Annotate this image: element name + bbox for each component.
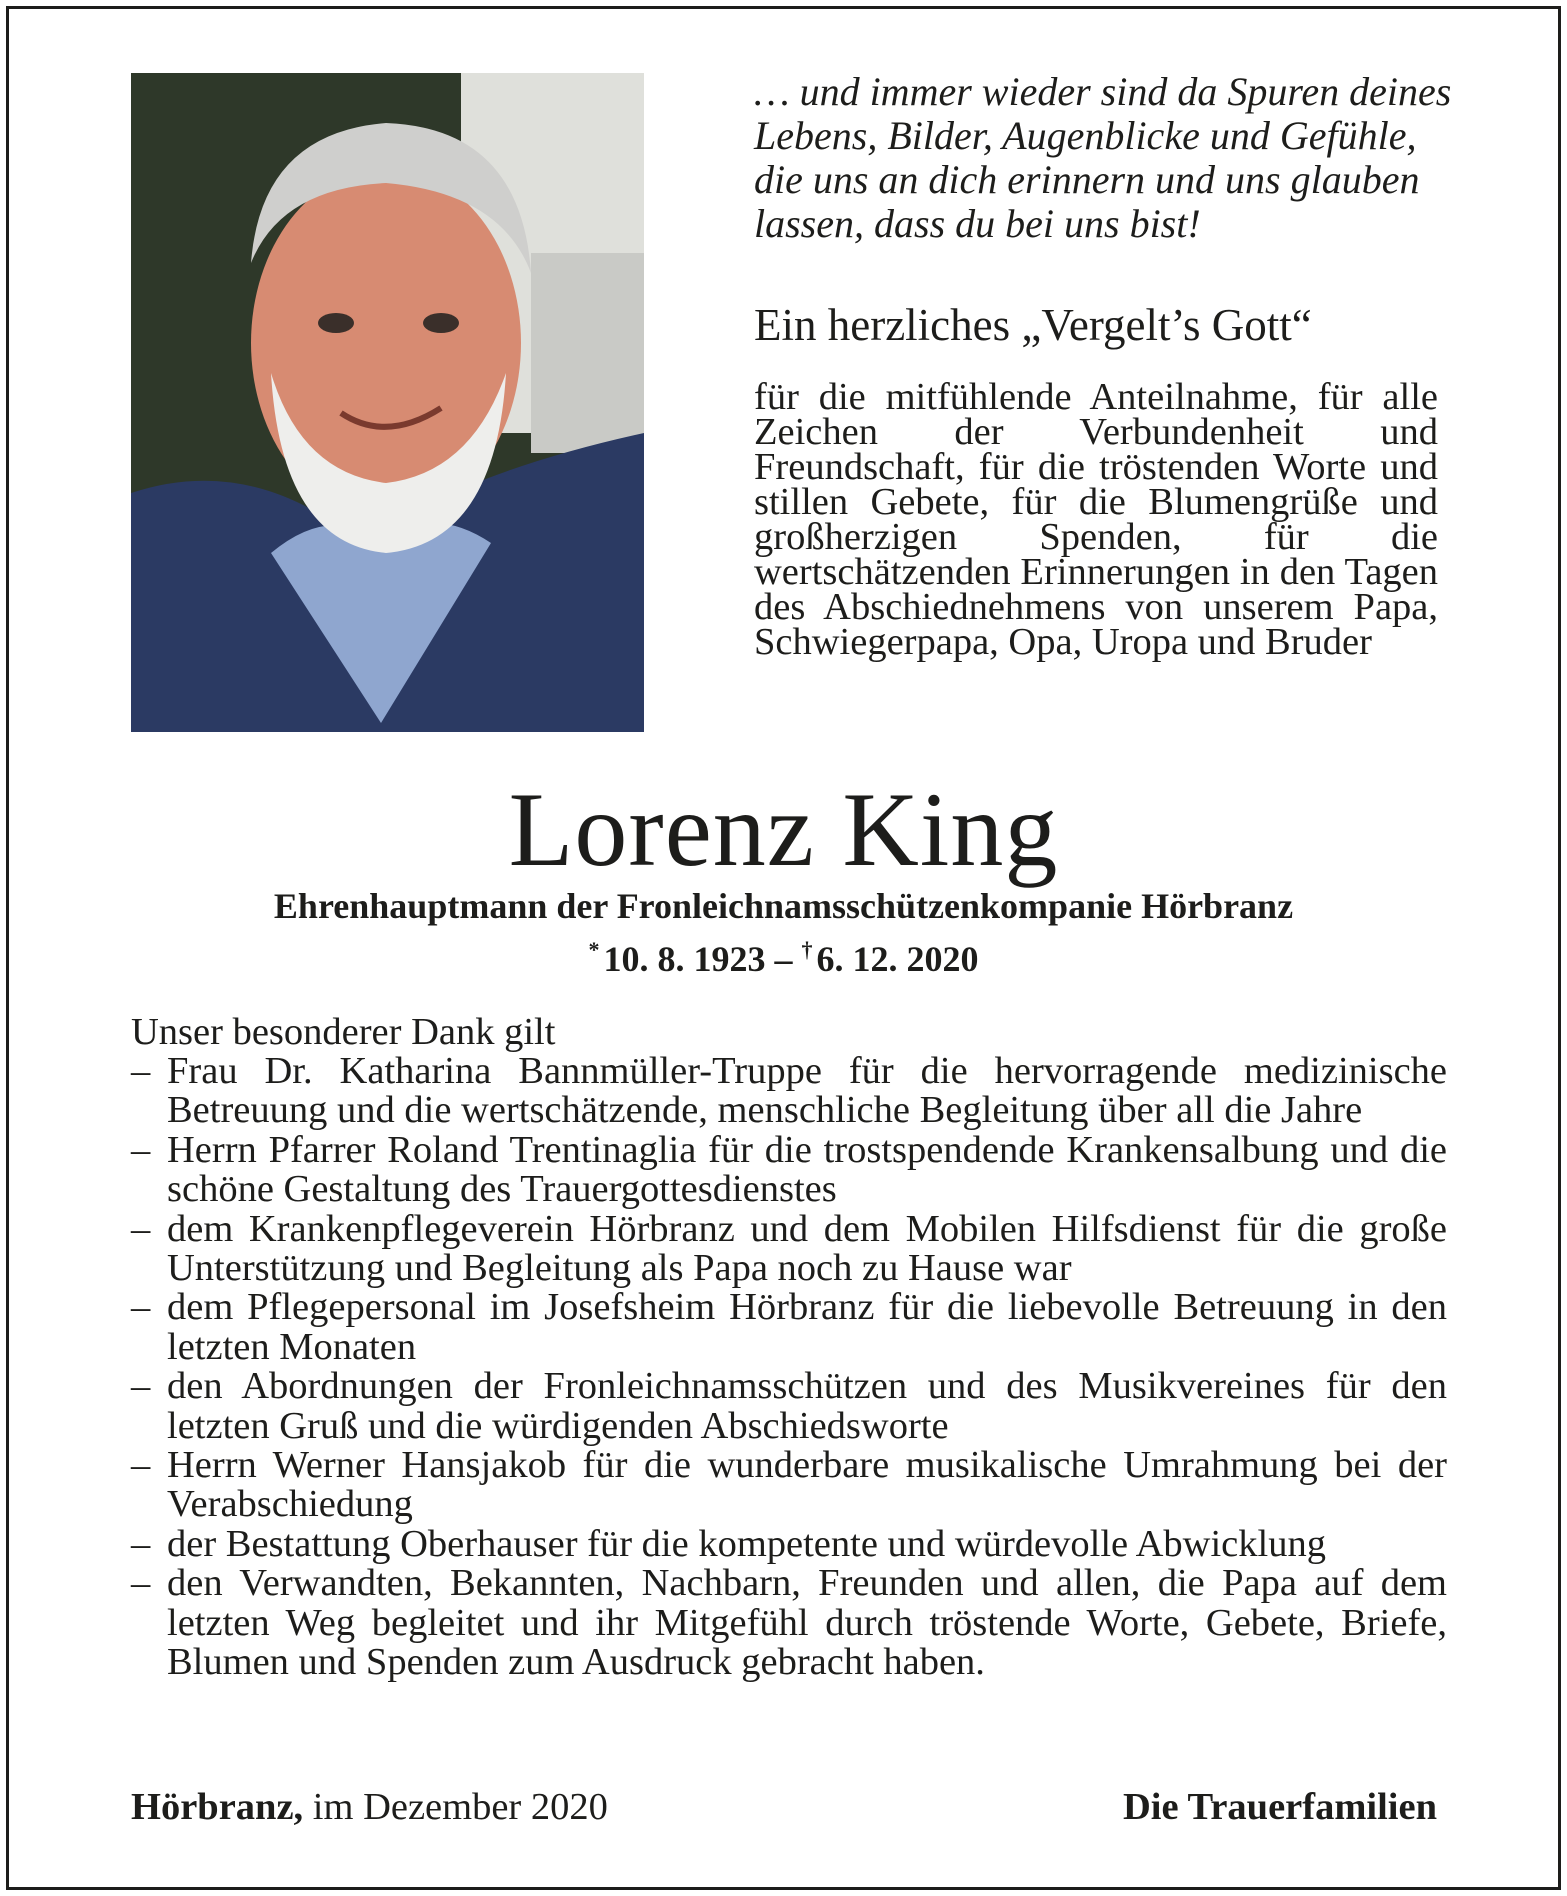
birth-symbol: * xyxy=(588,937,600,962)
place: Hörbranz, xyxy=(131,1786,304,1828)
list-item xyxy=(131,1207,1447,1290)
death-date: 6. 12. 2020 xyxy=(816,939,979,979)
quote-line: … und immer wieder sind da Spuren deines xyxy=(754,69,1452,114)
list-item xyxy=(131,1522,1447,1565)
list-item xyxy=(131,1564,1447,1682)
quote-line: die uns an dich erinnern und uns glauben xyxy=(754,157,1420,202)
honor-title: Ehrenhauptmann der Fronleichnamsschützenkompanie Hörbranz xyxy=(273,886,1294,926)
acknowledgement-list xyxy=(131,1052,1447,1683)
dash-bullet: – xyxy=(131,1050,151,1092)
list-item-text: Frau Dr. Katharina Bannmüller-Truppe für die hervorragende medizinische Betreuung und die wertschätzende, menschliche Begleitung über all die Jahre xyxy=(167,1050,1447,1132)
list-item xyxy=(131,1128,1447,1211)
list-item xyxy=(131,1288,1447,1367)
signature: Die Trauerfamilien xyxy=(1123,1786,1437,1828)
place-and-date xyxy=(131,1785,608,1829)
dash-bullet: – xyxy=(131,1286,151,1329)
date-separator: – xyxy=(774,939,793,979)
dash-bullet: – xyxy=(131,1207,151,1250)
list-item xyxy=(131,1052,1447,1131)
list-item-text: Herrn Werner Hansjakob für die wunderbare musikalische Umrahmung bei der Verabschiedung xyxy=(167,1444,1447,1526)
dash-bullet: – xyxy=(131,1444,151,1487)
dash-bullet: – xyxy=(131,1128,151,1171)
list-item xyxy=(131,1367,1447,1446)
list-item-text: den Verwandten, Bekannten, Nachbarn, Freunden und allen, die Papa auf dem letzten Weg begleitet und ihr Mitgefühl durch tröstende Worte, Gebete, Briefe, Blumen und Spenden zum Ausdruck gebracht haben. xyxy=(167,1562,1447,1684)
date: im Dezember 2020 xyxy=(312,1786,608,1828)
list-item-text: dem Pflegepersonal im Josefsheim Hörbranz für die liebevolle Betreuung in den letzten Monaten xyxy=(167,1286,1447,1368)
deceased-name: Lorenz King xyxy=(508,771,1059,888)
dash-bullet: – xyxy=(131,1562,151,1605)
memorial-quote xyxy=(754,70,1454,246)
dash-bullet: – xyxy=(131,1522,151,1565)
list-item-text: den Abordnungen der Fronleichnamsschützen und des Musikvereines für den letzten Gruß und die würdigenden Abschiedsworte xyxy=(167,1365,1447,1447)
list-item-text: dem Krankenpflegeverein Hörbranz und dem Mobilen Hilfsdienst für die große Unterstützung und Begleitung als Papa noch zu Hause war xyxy=(167,1207,1447,1290)
list-item-text: der Bestattung Oberhauser für die kompetente und würdevolle Abwicklung xyxy=(167,1522,1326,1565)
dash-bullet: – xyxy=(131,1365,151,1408)
list-item-text: Herrn Pfarrer Roland Trentinaglia für die trostspendende Krankensalbung und die schöne Gestaltung des Trauergottesdienstes xyxy=(167,1128,1447,1211)
quote-line: Lebens, Bilder, Augenblicke und Gefühle, xyxy=(754,113,1417,158)
thanks-text: für die mitfühlende Anteilnahme, für alle Zeichen der Verbundenheit und Freundschaft, für die tröstenden Worte und stillen Gebete, für die Blumengrüße und großherzigen Spenden, für die wertschätzenden Erinnerungen in den Tagen des Abschiednehmens von unserem Papa, Schwiegerpapa, Opa, Uropa und Bruder xyxy=(754,376,1438,663)
birth-date: 10. 8. 1923 xyxy=(603,939,766,979)
list-item xyxy=(131,1446,1447,1525)
life-dates xyxy=(0,928,1567,981)
portrait-photo xyxy=(131,73,644,732)
thanks-heading: Ein herzliches „Vergelt’s Gott“ xyxy=(754,300,1312,350)
quote-line: lassen, dass du bei uns bist! xyxy=(754,201,1201,246)
death-symbol: † xyxy=(801,937,813,962)
acknowledgement-intro: Unser besonderer Dank gilt xyxy=(131,1011,556,1053)
